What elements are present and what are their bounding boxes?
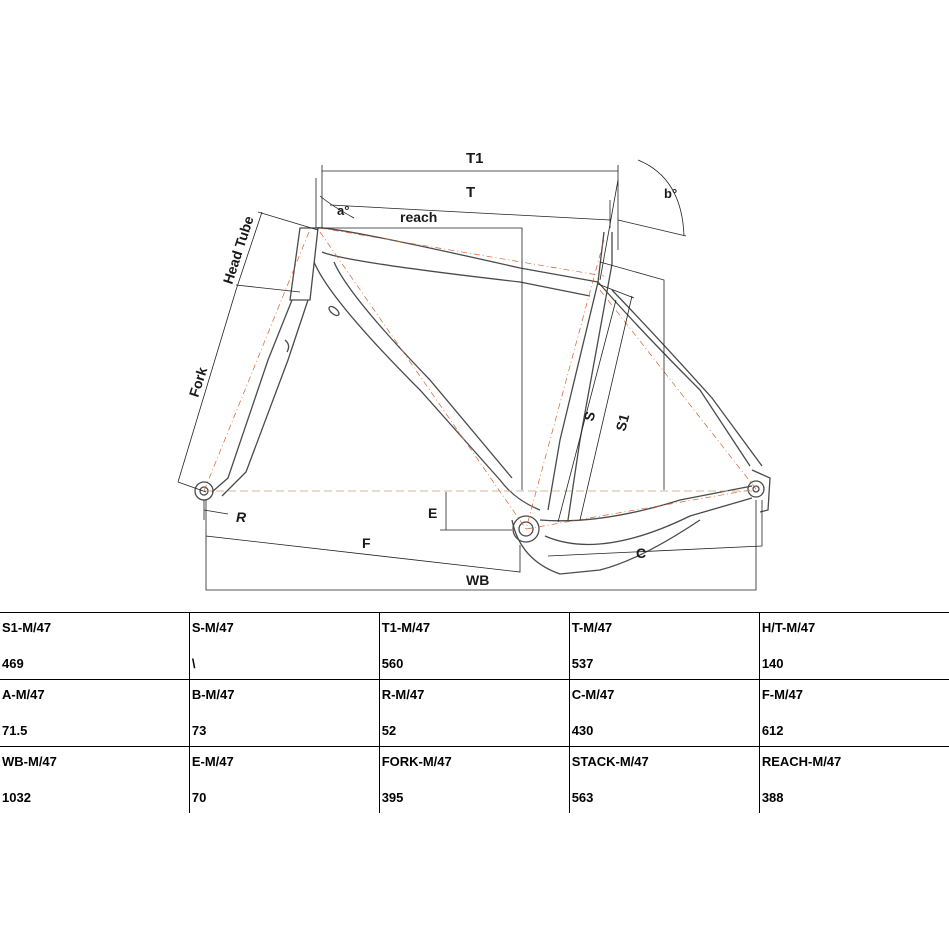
cell-value: 395 xyxy=(381,790,404,805)
label-f: F xyxy=(362,535,371,551)
cell-heading: H/T-M/47 xyxy=(761,620,816,635)
cable-port xyxy=(327,305,340,317)
fork-crown-detail xyxy=(285,340,289,352)
label-t: T xyxy=(466,184,476,201)
geometry-table xyxy=(0,612,949,813)
cell-heading: S1-M/47 xyxy=(2,620,52,635)
table-cell xyxy=(379,680,569,747)
label-s: S xyxy=(580,409,599,423)
table-cell xyxy=(759,747,949,814)
table-cell xyxy=(0,680,189,747)
label-e: E xyxy=(428,505,438,521)
label-fork: Fork xyxy=(185,365,211,399)
cell-value: 612 xyxy=(761,723,784,738)
top-tube xyxy=(316,228,598,296)
label-s1: S1 xyxy=(612,412,633,433)
fork-blades xyxy=(212,300,308,496)
cell-value: 140 xyxy=(761,656,784,671)
cell-value: 537 xyxy=(571,656,594,671)
table-cell xyxy=(759,613,949,680)
cell-heading: B-M/47 xyxy=(191,687,235,702)
cell-value: \ xyxy=(191,656,196,671)
cell-value: 560 xyxy=(381,656,404,671)
table-cell xyxy=(379,747,569,814)
cell-heading: REACH-M/47 xyxy=(761,754,842,769)
table-cell xyxy=(189,680,379,747)
table-cell xyxy=(379,613,569,680)
diagram-labels xyxy=(186,150,678,588)
cell-heading: FORK-M/47 xyxy=(381,754,452,769)
cell-heading: A-M/47 xyxy=(2,687,45,702)
cell-value: 71.5 xyxy=(2,723,28,738)
cell-value: 70 xyxy=(191,790,207,805)
label-head-tube: Head Tube xyxy=(219,213,257,286)
label-angle-b: b° xyxy=(664,186,678,201)
cell-value: 73 xyxy=(191,723,207,738)
table-cell xyxy=(0,747,189,814)
table-cell xyxy=(189,613,379,680)
label-t1: T1 xyxy=(466,150,484,167)
table-row xyxy=(0,680,949,747)
cell-heading: F-M/47 xyxy=(761,687,803,702)
table-cell xyxy=(759,680,949,747)
cell-heading: R-M/47 xyxy=(381,687,425,702)
cell-heading: T1-M/47 xyxy=(381,620,431,635)
cell-value: 388 xyxy=(761,790,784,805)
table-row xyxy=(0,747,949,814)
table-cell xyxy=(189,747,379,814)
table-cell xyxy=(569,613,759,680)
dimension-lines xyxy=(178,160,762,590)
table-row xyxy=(0,613,949,680)
cell-heading: C-M/47 xyxy=(571,687,615,702)
cell-value: 563 xyxy=(571,790,594,805)
label-c: C xyxy=(636,545,647,561)
cell-value: 469 xyxy=(2,656,24,671)
table-cell xyxy=(0,613,189,680)
seat-stays xyxy=(598,282,762,466)
cell-heading: STACK-M/47 xyxy=(571,754,649,769)
centerlines xyxy=(204,228,756,529)
label-angle-a: a° xyxy=(337,203,350,218)
head-tube xyxy=(290,228,318,300)
frame-outline xyxy=(195,228,770,574)
cell-heading: WB-M/47 xyxy=(2,754,57,769)
label-reach: reach xyxy=(400,209,438,225)
cell-heading: E-M/47 xyxy=(191,754,234,769)
cell-value: 52 xyxy=(381,723,397,738)
label-r: R xyxy=(236,509,247,525)
cell-value: 430 xyxy=(571,723,594,738)
cell-value: 1032 xyxy=(2,790,31,805)
cell-heading: T-M/47 xyxy=(571,620,613,635)
bb-shell xyxy=(512,520,700,574)
label-wb: WB xyxy=(466,572,490,588)
geometry-table-body xyxy=(0,613,949,814)
table-cell xyxy=(569,747,759,814)
cell-heading: S-M/47 xyxy=(191,620,234,635)
table-cell xyxy=(569,680,759,747)
